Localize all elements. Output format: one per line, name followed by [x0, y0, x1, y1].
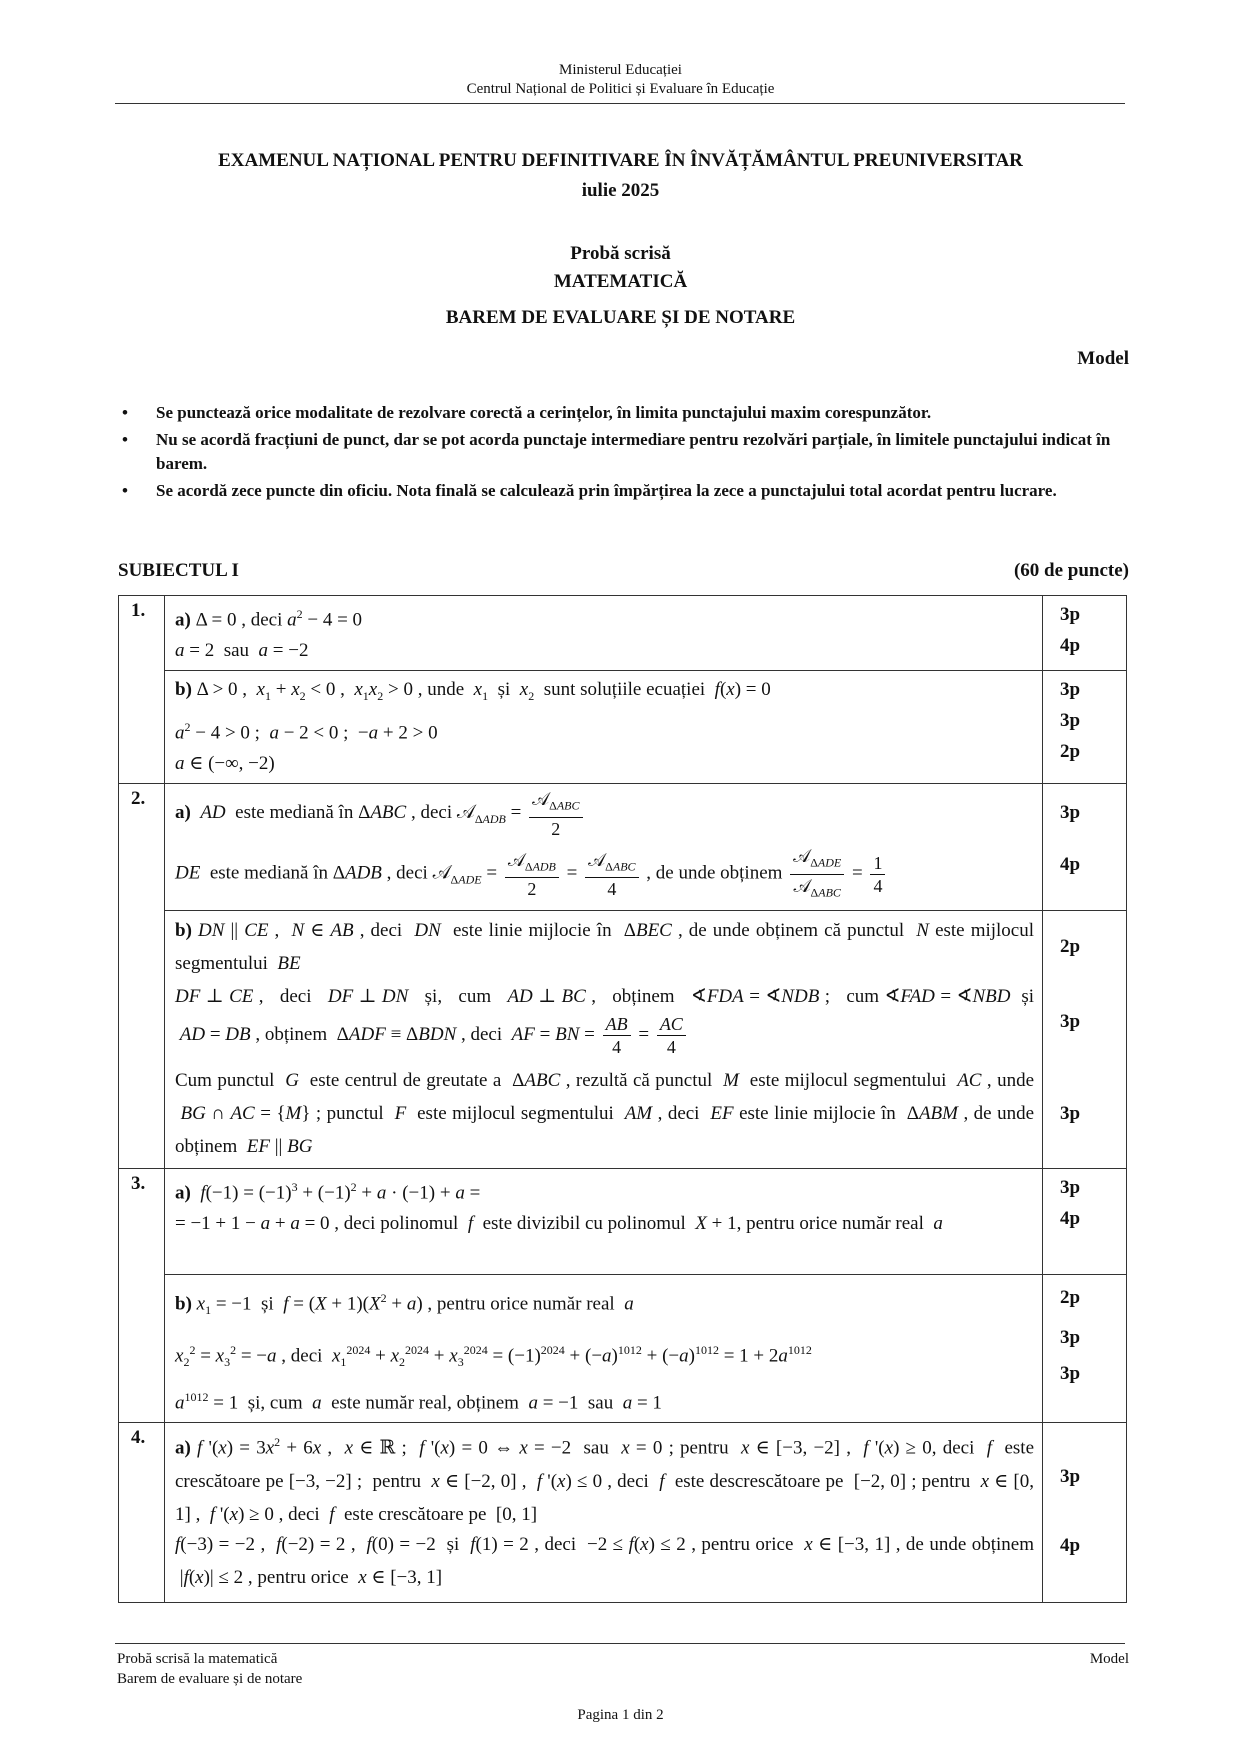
- bullet-icon: •: [122, 481, 128, 500]
- exam-title: EXAMENUL NAȚIONAL PENTRU DEFINITIVARE ÎN ÎNVĂȚĂMÂNTUL PREUNIVERSITAR: [218, 150, 1023, 171]
- footer-rule: [115, 1643, 1125, 1644]
- points-cell: 3p 4p: [1043, 1168, 1127, 1274]
- item-number: 2.: [119, 784, 165, 1168]
- points-cell: 3p 4p: [1043, 1423, 1127, 1603]
- solution-cell: a) Δ = 0 , deci $a^2 - 4 = 0$ a = 2 sau a = −2: [165, 596, 1043, 671]
- variant-label: Model: [1077, 348, 1129, 369]
- solution-cell: a) f '$(x) = 3x^2 + 6x$ , x ∈ ℝ ; f '(x) = 0 ⇔ x = −2 sau x = 0 ; pentru x ∈ [−3, −2] , f '(x) ≥ 0, deci f este crescătoare pe [−3, −2] ; pentru x ∈ [−2, 0] , f '(x) ≤ 0 , deci f este descrescătoare pe [−2, 0] ; pentru x ∈ [0, 1] , f '(x) ≥ 0 , deci f este crescătoare pe [0, 1] f(−3) = −2 , f(−2) = 2 , f(0) = −2 și f(1) = 2 , deci −2 ≤ f(x) ≤ 2 , pentru orice x ∈ [−3, 1] , de unde obținem |f(x)| ≤ 2 , pentru orice x ∈ [−3, 1]: [165, 1423, 1043, 1603]
- header-rule: [115, 103, 1125, 104]
- solution-cell: a) $f(-1) = (-1)^3 + (-1)^2 + a \cdot (-1) + a$ = = −1 + 1 − a + a = 0 , deci polinomul f este divizibil cu polinomul X + 1, pentru orice număr real a: [165, 1168, 1043, 1274]
- instructions-list: [118, 401, 1128, 506]
- points-cell: 3p 4p: [1043, 596, 1127, 671]
- table-row: [119, 596, 1127, 671]
- points-cell: 2p 3p 3p: [1043, 1274, 1127, 1423]
- solution-cell: a) AD este mediană în ΔABC , deci 𝒜$_{\Delta ADB}$ = $\frac{𝒜_{\Delta ABC}}{2}$ DE este mediană în ΔADB , deci 𝒜$_{\Delta ADE}$ = $\frac{𝒜_{\Delta ADB}}{2}$ = $\frac{𝒜_{\Delta ABC}}{4}$ , de unde obținem $\frac{𝒜_{\Delta ADE}}{𝒜_{\Delta ABC}}$ = $\frac{1}{4}$: [165, 784, 1043, 910]
- table-row: [119, 671, 1127, 784]
- points-cell: 3p 4p: [1043, 784, 1127, 910]
- center-name: Centrul Național de Politici și Evaluare în Educație: [466, 81, 775, 97]
- bullet-icon: •: [122, 403, 128, 422]
- page-number: Pagina 1 din 2: [577, 1707, 664, 1723]
- probe-label: Probă scrisă: [570, 243, 671, 264]
- solution-cell: b) $x_1 = -1$ și $f = (X + 1)(X^2 + a)$ , pentru orice număr real a $x_2^2 = x_3^2 = -a$ , deci $x_1^{2024} + x_2^{2024} + x_3^{2024} = (-1)^{2024} + (-a)^{1012} + (-a)^{1012} = 1 + 2a^{1012}$ $a^{1012} = 1$ și, cum a este număr real, obținem a = −1 sau a = 1: [165, 1274, 1043, 1423]
- table-row: [119, 784, 1127, 910]
- document-title: BAREM DE EVALUARE ȘI DE NOTARE: [445, 307, 796, 328]
- footer-right: Model: [1089, 1651, 1129, 1667]
- instruction-item: • Nu se acordă fracțiuni de punct, dar se pot acorda punctaje intermediare pentru rezolvări parțiale, în limitele punctajului indicat în barem.: [122, 430, 1111, 473]
- solution-cell: b) DN || CE , N ∈ AB , deci DN este linie mijlocie în ΔBEC , de unde obținem că punctul N este mijlocul segmentului BE DF ⊥ CE , deci DF ⊥ DN și, cum AD ⊥ BC , obținem ∢FDA = ∢NDB ; cum ∢FAD = ∢NBD și AD = DB , obținem ΔADF ≡ ΔBDN , deci AF = BN = $\frac{AB}{4}$ = $\frac{AC}{4}$ Cum punctul G este centrul de greutate a ΔABC , rezultă că punctul M este mijlocul segmentului AC , unde BG ∩ AC = {M} ; punctul F este mijlocul segmentului AM , deci EF este linie mijlocie în ΔABM , de unde obținem EF || BG: [165, 910, 1043, 1168]
- item-number: 4.: [119, 1423, 165, 1603]
- table-row: [119, 1274, 1127, 1423]
- section-label: SUBIECTUL I: [118, 560, 239, 581]
- exam-date: iulie 2025: [581, 180, 660, 201]
- grading-table: [118, 595, 1127, 1603]
- table-row: [119, 1423, 1127, 1603]
- instruction-item: • Se acordă zece puncte din oficiu. Nota finală se calculează prin împărțirea la zece a punctajului total acordat pentru lucrare.: [118, 479, 1128, 503]
- item-number: 1.: [119, 596, 165, 784]
- table-row: [119, 1168, 1127, 1274]
- bullet-icon: •: [122, 430, 128, 449]
- points-cell: 3p 3p 2p: [1043, 671, 1127, 784]
- solution-cell: b) Δ > 0 , $x_1 + x_2 < 0$ , $x_1x_2 > 0$ , unde $x_1$ și $x_2$ sunt soluțiile ecuației f(x) = 0 $a^2 - 4 > 0$ ; a − 2 < 0 ; −a + 2 > 0 a ∈ (−∞, −2): [165, 671, 1043, 784]
- points-cell: 2p 3p 3p: [1043, 910, 1127, 1168]
- section-points: (60 de puncte): [1013, 560, 1129, 581]
- footer-left-line2: Barem de evaluare și de notare: [117, 1671, 303, 1687]
- item-number: 3.: [119, 1168, 165, 1423]
- subject-title: MATEMATICĂ: [553, 271, 688, 292]
- footer-left-line1: Probă scrisă la matematică: [117, 1651, 278, 1667]
- instruction-item: • Se punctează orice modalitate de rezolvare corectă a cerințelor, în limita punctajului maxim corespunzător.: [118, 401, 1128, 425]
- ministry-name: Ministerul Educației: [559, 62, 682, 78]
- table-row: [119, 910, 1127, 1168]
